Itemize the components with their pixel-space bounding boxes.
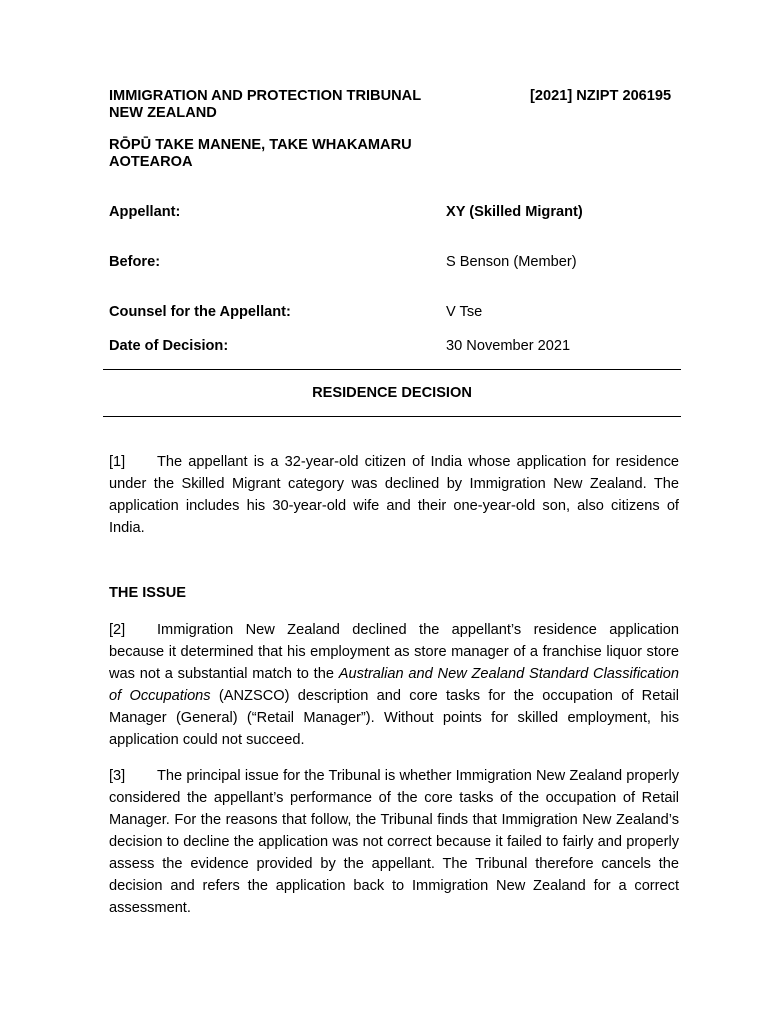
paragraph-text: The principal issue for the Tribunal is whether Immigration New Zealand properly considered the appellant’s performance of the core tasks of the occupation of Retail Manager. For the reasons that follow, the Tribunal finds that Immigration New Zealand’s decision to decline the application was not correct because it failed to fairly and properly assess the evidence provided by the appellant. The Tribunal therefore cancels the decision and refers the application back to Immigration New Zealand for a correct assessment. [109,768,679,916]
paragraph-2 [109,619,679,751]
maori-name-line2: AOTEAROA [109,154,193,170]
paragraph-3 [109,765,679,919]
decision-date-label: Date of Decision: [109,338,229,354]
maori-name-line1: RŌPŪ TAKE MANENE, TAKE WHAKAMARU [109,137,412,153]
paragraph-1 [109,451,679,539]
paragraph-text: The appellant is a 32-year-old citizen of India whose application for residence under the Skilled Migrant category was declined by Immigration New Zealand. The application includes his 30-year-old wife and their one-year-old son, also citizens of India. [109,454,679,536]
section-heading-issue: THE ISSUE [109,585,187,601]
maori-tribunal-name [109,137,469,171]
bottom-divider [103,416,681,417]
paragraph-number: [3] [109,768,126,784]
before-label: Before: [109,254,161,270]
paragraph-text: (ANZSCO) description and core tasks for the occupation of Retail Manager (General) (“Retail Manager”). Without points for skilled employment, his application could not succeed. [109,688,679,748]
tribunal-name [109,88,469,122]
counsel-value: V Tse [446,304,483,320]
case-citation: [2021] NZIPT 206195 [530,88,672,104]
appellant-value: XY (Skilled Migrant) [446,204,583,220]
paragraph-number: [1] [109,454,126,470]
paragraph-text: Immigration New Zealand declined the appellant’s residence application because it determined that his employment as store manager of a franchise liquor store was not a substantial match to the [109,622,679,682]
paragraph-italic-text: Australian and New Zealand Standard Classification of Occupations [109,666,679,704]
appellant-label: Appellant: [109,204,181,220]
decision-date-value: 30 November 2021 [446,338,571,354]
decision-title: RESIDENCE DECISION [312,385,472,401]
before-value: S Benson (Member) [446,254,577,270]
counsel-label: Counsel for the Appellant: [109,304,291,320]
top-divider [103,369,681,370]
paragraph-number: [2] [109,622,126,638]
tribunal-name-line2: NEW ZEALAND [109,105,217,121]
tribunal-name-line1: IMMIGRATION AND PROTECTION TRIBUNAL [109,88,422,104]
